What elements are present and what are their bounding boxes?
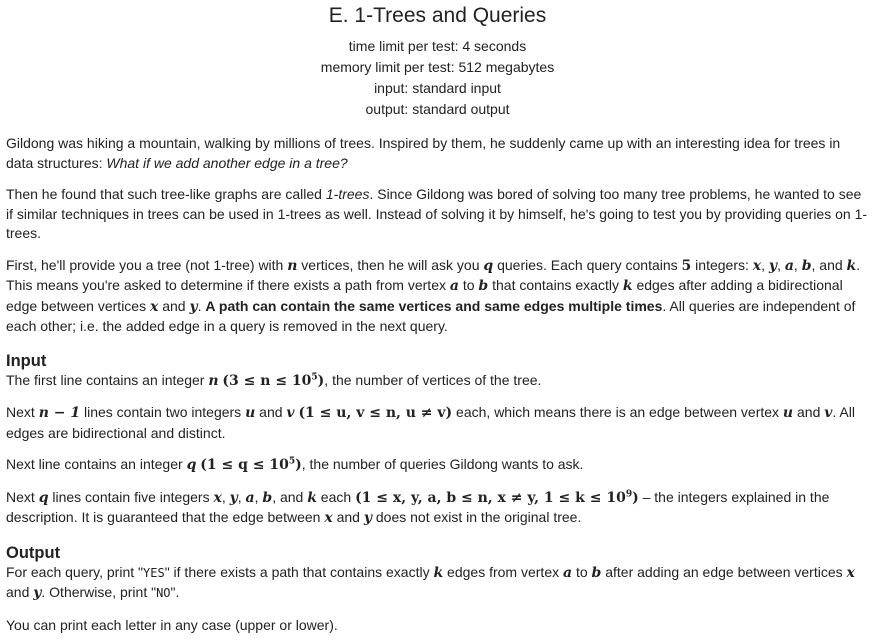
input-spec: input: standard input <box>374 80 501 96</box>
legend-paragraph-1: Gildong was hiking a mountain, walking by millions of trees. Inspired by them, he suddenly came up with an interesting idea for trees in data structures: What if we add another edge in a tree? <box>6 135 841 171</box>
input-line-3: Next line contains an integer q $(1 \le q \le 10^5)$, the number of queries Gildong wants to ask. <box>6 456 584 473</box>
output-spec: output: standard output <box>365 101 510 117</box>
problem-header <box>0 0 875 120</box>
problem-title: E. 1-Trees and Queries <box>328 4 547 27</box>
memory-limit: memory limit per test: 512 megabytes <box>320 59 555 75</box>
output-section-title: Output <box>6 543 61 562</box>
time-limit: time limit per test: 4 seconds <box>348 38 527 54</box>
input-line-4: Next q lines contain five integers x, y, a, b, and k each (1 ≤ x, y, a, b ≤ n, x ≠ y, $1 \le k \le 10^9$) – the integers explained in the description. It is guaranteed that the edge between x and y does not exist in the original tree. <box>6 488 830 526</box>
output-line-2: You can print each letter in any case (upper or lower). <box>6 616 338 633</box>
input-section-title: Input <box>6 351 47 370</box>
legend-paragraph-3: First, he'll provide you a tree (not 1-tree) with n vertices, then he will ask you q queries. Each query contains 5 integers: x, y, a, b, and k. This means you're asked to determine if there exists a path from vertex a to b that contains exactly k edges after adding a bidirectional edge between vertices x and y. A path can contain the same vertices and same edges multiple times. All queries are independent of each other; i.e. the added edge in a query is removed in the next query. <box>6 256 861 334</box>
legend-paragraph-2: Then he found that such tree-like graphs are called 1-trees. Since Gildong was bored of solving too many tree problems, he wanted to see if similar techniques in trees can be used in 1-trees as well. Instead of solving it by himself, he's going to test you by providing queries on 1-trees. <box>6 186 868 241</box>
output-line-1: For each query, print "YES" if there exists a path that contains exactly k edges from vertex a to b after adding an edge between vertices x and y. Otherwise, print "NO". <box>6 563 855 601</box>
problem-statement <box>0 134 875 635</box>
input-line-2: Next n − 1 lines contain two integers u and v (1 ≤ u, v ≤ n, u ≠ v) each, which means there is an edge between vertex u and v. All edges are bidirectional and distinct. <box>6 404 855 441</box>
input-line-1: The first line contains an integer n $(3 \le n \le 10^5)$, the number of vertices of the tree. <box>6 371 542 389</box>
